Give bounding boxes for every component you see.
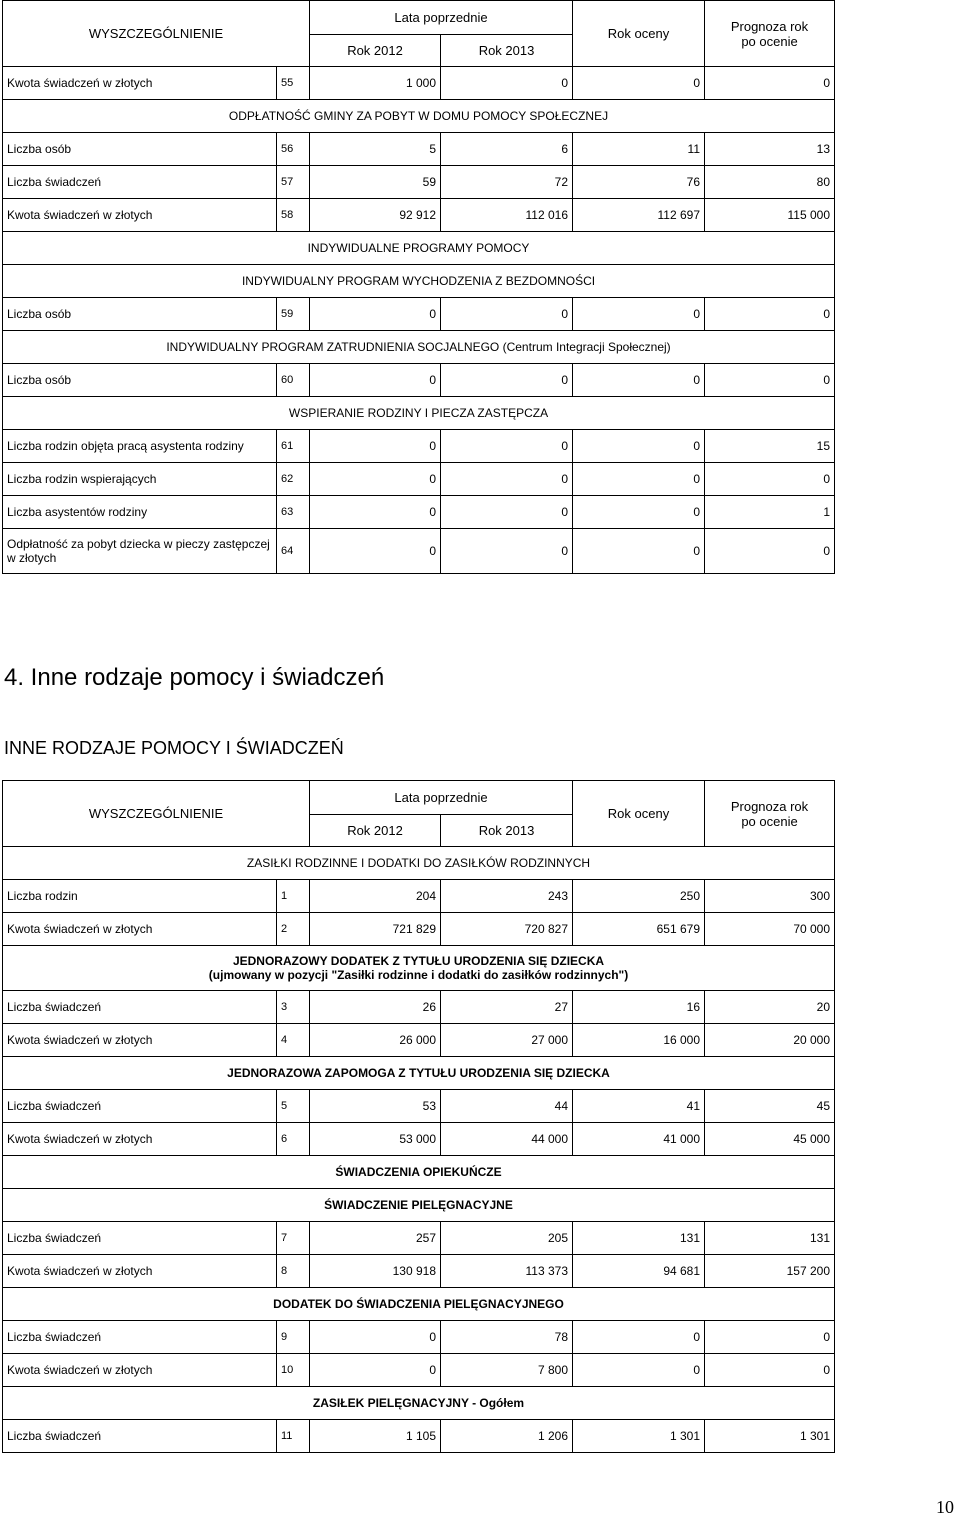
- table-row: [3, 364, 835, 397]
- row-index: 3: [277, 991, 310, 1024]
- row-label: Liczba świadczeń: [3, 1321, 277, 1354]
- value-prognoza: 157 200: [705, 1255, 835, 1288]
- section-row: [3, 331, 835, 364]
- value-prognoza: 0: [705, 529, 835, 574]
- table-row: [3, 880, 835, 913]
- value-2012: 92 912: [310, 199, 441, 232]
- value-2012: 130 918: [310, 1255, 441, 1288]
- header-wyszczegolnienie: WYSZCZEGÓLNIENIE: [3, 1, 310, 67]
- section-row: [3, 100, 835, 133]
- value-prognoza: 0: [705, 364, 835, 397]
- row-index: 56: [277, 133, 310, 166]
- row-label: Kwota świadczeń w złotych: [3, 1354, 277, 1387]
- table-row: [3, 430, 835, 463]
- table-row: [3, 1090, 835, 1123]
- value-rok-oceny: 11: [573, 133, 705, 166]
- value-2012: 1 000: [310, 67, 441, 100]
- section-header: INDYWIDUALNY PROGRAM WYCHODZENIA Z BEZDOMNOŚCI: [3, 265, 835, 298]
- value-2012: 0: [310, 364, 441, 397]
- table-social-assistance: [2, 0, 835, 574]
- row-index: 9: [277, 1321, 310, 1354]
- page-number: 10: [936, 1497, 954, 1517]
- value-2012: 204: [310, 880, 441, 913]
- row-label: Liczba rodzin: [3, 880, 277, 913]
- row-index: 58: [277, 199, 310, 232]
- table-row: [3, 1420, 835, 1453]
- value-2012: 257: [310, 1222, 441, 1255]
- value-prognoza: 20: [705, 991, 835, 1024]
- section-header: INDYWIDUALNY PROGRAM ZATRUDNIENIA SOCJALNEGO (Centrum Integracji Społecznej): [3, 331, 835, 364]
- section-title: 4. Inne rodzaje pomocy i świadczeń: [4, 664, 385, 691]
- value-prognoza: 0: [705, 1321, 835, 1354]
- section-row: [3, 847, 835, 880]
- value-2012: 0: [310, 496, 441, 529]
- header-prognoza: Prognoza rok po ocenie: [705, 1, 835, 67]
- table-row: [3, 166, 835, 199]
- row-label: Liczba osób: [3, 298, 277, 331]
- value-rok-oceny: 131: [573, 1222, 705, 1255]
- value-rok-oceny: 41 000: [573, 1123, 705, 1156]
- section-header: ŚWIADCZENIE PIELĘGNACYJNE: [3, 1189, 835, 1222]
- row-label: Kwota świadczeń w złotych: [3, 1024, 277, 1057]
- table-row: [3, 1354, 835, 1387]
- value-prognoza: 0: [705, 1354, 835, 1387]
- value-2013: 27 000: [441, 1024, 573, 1057]
- table-row: [3, 991, 835, 1024]
- value-prognoza: 300: [705, 880, 835, 913]
- header-lata-poprzednie: Lata poprzednie: [310, 781, 573, 815]
- row-index: 59: [277, 298, 310, 331]
- value-2013: 0: [441, 298, 573, 331]
- table-row: [3, 1255, 835, 1288]
- subsection-title: INNE RODZAJE POMOCY I ŚWIADCZEŃ: [4, 738, 344, 758]
- value-prognoza: 13: [705, 133, 835, 166]
- row-index: 11: [277, 1420, 310, 1453]
- table-other-assistance: [2, 780, 835, 1453]
- row-index: 2: [277, 913, 310, 946]
- value-2013: 113 373: [441, 1255, 573, 1288]
- value-rok-oceny: 0: [573, 67, 705, 100]
- value-2012: 53: [310, 1090, 441, 1123]
- value-rok-oceny: 0: [573, 496, 705, 529]
- section-header: JEDNORAZOWA ZAPOMOGA Z TYTUŁU URODZENIA SIĘ DZIECKA: [3, 1057, 835, 1090]
- section-header: ZASIŁEK PIELĘGNACYJNY - Ogółem: [3, 1387, 835, 1420]
- row-index: 63: [277, 496, 310, 529]
- value-2012: 0: [310, 430, 441, 463]
- value-2013: 0: [441, 364, 573, 397]
- value-2012: 0: [310, 1321, 441, 1354]
- value-2013: 0: [441, 529, 573, 574]
- value-rok-oceny: 250: [573, 880, 705, 913]
- table-row: [3, 529, 835, 574]
- value-prognoza: 20 000: [705, 1024, 835, 1057]
- value-2013: 1 206: [441, 1420, 573, 1453]
- section-header: ZASIŁKI RODZINNE I DODATKI DO ZASIŁKÓW RODZINNYCH: [3, 847, 835, 880]
- table-row: [3, 1123, 835, 1156]
- header-prognoza: Prognoza rok po ocenie: [705, 781, 835, 847]
- value-prognoza: 0: [705, 463, 835, 496]
- table-row: [3, 1321, 835, 1354]
- table1-body: [3, 67, 835, 574]
- value-prognoza: 115 000: [705, 199, 835, 232]
- value-rok-oceny: 0: [573, 1354, 705, 1387]
- section-row: [3, 946, 835, 991]
- section-row: [3, 1156, 835, 1189]
- section-header: INDYWIDUALNE PROGRAMY POMOCY: [3, 232, 835, 265]
- value-2012: 0: [310, 463, 441, 496]
- value-rok-oceny: 651 679: [573, 913, 705, 946]
- row-label: Liczba osób: [3, 364, 277, 397]
- row-label: Liczba rodzin wspierających: [3, 463, 277, 496]
- value-rok-oceny: 0: [573, 298, 705, 331]
- section-row: [3, 265, 835, 298]
- section-header: WSPIERANIE RODZINY I PIECZA ZASTĘPCZA: [3, 397, 835, 430]
- row-label: Kwota świadczeń w złotych: [3, 1255, 277, 1288]
- value-prognoza: 0: [705, 298, 835, 331]
- value-2012: 0: [310, 529, 441, 574]
- row-index: 55: [277, 67, 310, 100]
- value-prognoza: 80: [705, 166, 835, 199]
- section-header: DODATEK DO ŚWIADCZENIA PIELĘGNACYJNEGO: [3, 1288, 835, 1321]
- table-row: [3, 1024, 835, 1057]
- row-label: Liczba osób: [3, 133, 277, 166]
- header-rok-2013: Rok 2013: [441, 815, 573, 847]
- section-row: [3, 1387, 835, 1420]
- row-index: 6: [277, 1123, 310, 1156]
- header-lata-poprzednie: Lata poprzednie: [310, 1, 573, 35]
- value-prognoza: 0: [705, 67, 835, 100]
- value-prognoza: 131: [705, 1222, 835, 1255]
- header-rok-2012: Rok 2012: [310, 815, 441, 847]
- table-row: [3, 133, 835, 166]
- value-rok-oceny: 0: [573, 430, 705, 463]
- row-label: Kwota świadczeń w złotych: [3, 913, 277, 946]
- value-2013: 205: [441, 1222, 573, 1255]
- table2-body: [3, 847, 835, 1453]
- section-header: JEDNORAZOWY DODATEK Z TYTUŁU URODZENIA SIĘ DZIECKA (ujmowany w pozycji "Zasiłki rodzinne i dodatki do zasiłków rodzinnych"): [3, 946, 835, 991]
- row-index: 5: [277, 1090, 310, 1123]
- row-index: 7: [277, 1222, 310, 1255]
- row-index: 1: [277, 880, 310, 913]
- section-row: [3, 1189, 835, 1222]
- value-2012: 26 000: [310, 1024, 441, 1057]
- row-label: Liczba świadczeń: [3, 1222, 277, 1255]
- value-2013: 243: [441, 880, 573, 913]
- table-row: [3, 463, 835, 496]
- row-index: 60: [277, 364, 310, 397]
- header-rok-2013: Rok 2013: [441, 35, 573, 67]
- row-label: Kwota świadczeń w złotych: [3, 67, 277, 100]
- table-row: [3, 913, 835, 946]
- value-prognoza: 15: [705, 430, 835, 463]
- value-rok-oceny: 1 301: [573, 1420, 705, 1453]
- row-label: Liczba świadczeń: [3, 991, 277, 1024]
- value-rok-oceny: 0: [573, 463, 705, 496]
- value-2012: 0: [310, 298, 441, 331]
- row-label: Odpłatność za pobyt dziecka w pieczy zastępczej w złotych: [3, 529, 277, 574]
- value-2012: 1 105: [310, 1420, 441, 1453]
- row-label: Liczba świadczeń: [3, 1090, 277, 1123]
- section-header: ODPŁATNOŚĆ GMINY ZA POBYT W DOMU POMOCY SPOŁECZNEJ: [3, 100, 835, 133]
- section-header: ŚWIADCZENIA OPIEKUŃCZE: [3, 1156, 835, 1189]
- value-rok-oceny: 0: [573, 364, 705, 397]
- value-2013: 720 827: [441, 913, 573, 946]
- value-rok-oceny: 16: [573, 991, 705, 1024]
- value-rok-oceny: 112 697: [573, 199, 705, 232]
- row-index: 10: [277, 1354, 310, 1387]
- value-rok-oceny: 94 681: [573, 1255, 705, 1288]
- value-prognoza: 1: [705, 496, 835, 529]
- value-rok-oceny: 0: [573, 529, 705, 574]
- value-prognoza: 70 000: [705, 913, 835, 946]
- value-2013: 44: [441, 1090, 573, 1123]
- value-2013: 44 000: [441, 1123, 573, 1156]
- header-wyszczegolnienie: WYSZCZEGÓLNIENIE: [3, 781, 310, 847]
- row-label: Kwota świadczeń w złotych: [3, 199, 277, 232]
- value-2012: 59: [310, 166, 441, 199]
- value-2012: 26: [310, 991, 441, 1024]
- row-index: 64: [277, 529, 310, 574]
- value-2013: 72: [441, 166, 573, 199]
- value-rok-oceny: 76: [573, 166, 705, 199]
- value-2013: 7 800: [441, 1354, 573, 1387]
- header-rok-oceny: Rok oceny: [573, 1, 705, 67]
- value-2013: 0: [441, 430, 573, 463]
- table-row: [3, 67, 835, 100]
- table-row: [3, 1222, 835, 1255]
- row-index: 4: [277, 1024, 310, 1057]
- value-2012: 53 000: [310, 1123, 441, 1156]
- value-rok-oceny: 16 000: [573, 1024, 705, 1057]
- section-row: [3, 232, 835, 265]
- value-2013: 78: [441, 1321, 573, 1354]
- value-2013: 6: [441, 133, 573, 166]
- row-index: 8: [277, 1255, 310, 1288]
- value-2013: 0: [441, 463, 573, 496]
- value-2012: 5: [310, 133, 441, 166]
- value-2013: 0: [441, 67, 573, 100]
- row-label: Liczba świadczeń: [3, 166, 277, 199]
- section-row: [3, 397, 835, 430]
- value-2012: 0: [310, 1354, 441, 1387]
- section-row: [3, 1288, 835, 1321]
- section-row: [3, 1057, 835, 1090]
- row-index: 62: [277, 463, 310, 496]
- header-rok-oceny: Rok oceny: [573, 781, 705, 847]
- table-row: [3, 496, 835, 529]
- table-row: [3, 199, 835, 232]
- header-rok-2012: Rok 2012: [310, 35, 441, 67]
- value-rok-oceny: 0: [573, 1321, 705, 1354]
- value-prognoza: 1 301: [705, 1420, 835, 1453]
- value-2012: 721 829: [310, 913, 441, 946]
- value-2013: 0: [441, 496, 573, 529]
- row-index: 57: [277, 166, 310, 199]
- row-label: Liczba świadczeń: [3, 1420, 277, 1453]
- value-2013: 27: [441, 991, 573, 1024]
- value-prognoza: 45: [705, 1090, 835, 1123]
- table-row: [3, 298, 835, 331]
- value-2013: 112 016: [441, 199, 573, 232]
- row-label: Liczba asystentów rodziny: [3, 496, 277, 529]
- value-rok-oceny: 41: [573, 1090, 705, 1123]
- row-index: 61: [277, 430, 310, 463]
- row-label: Kwota świadczeń w złotych: [3, 1123, 277, 1156]
- row-label: Liczba rodzin objęta pracą asystenta rodziny: [3, 430, 277, 463]
- value-prognoza: 45 000: [705, 1123, 835, 1156]
